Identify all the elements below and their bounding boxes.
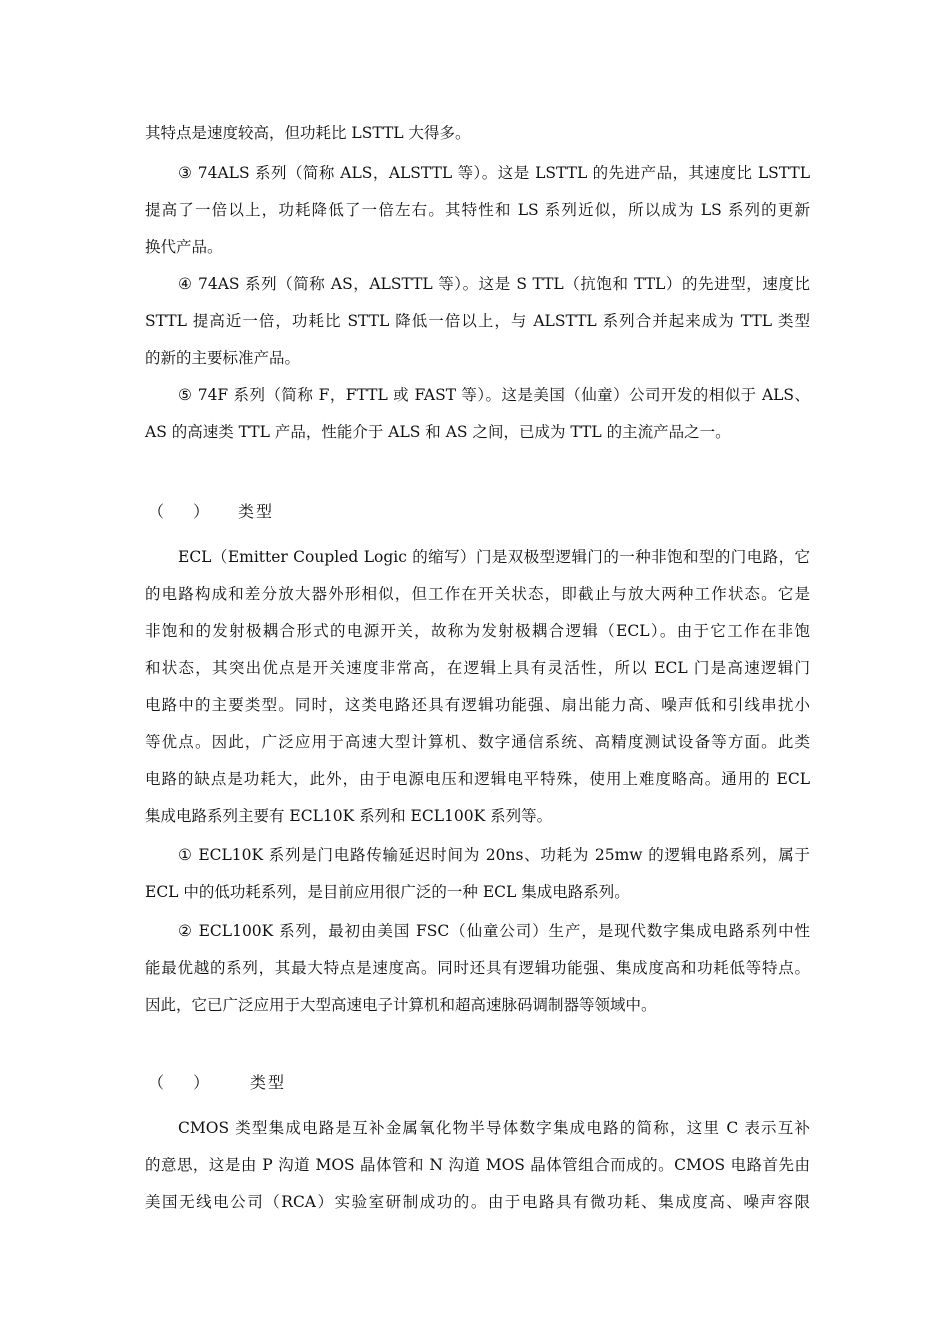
text-line: 提高了一倍以上，功耗降低了一倍左右。其特性和 LS 系列近似，所以成为 LS 系列的更新 <box>145 201 810 219</box>
text-line: ④ 74AS 系列（简称 AS，ALSTTL 等）。这是 S TTL（抗饱和 TTL）的先进型，速度比 <box>178 275 810 293</box>
text-line: 美国无线电公司（RCA）实验室研制成功的。由于电路具有微功耗、集成度高、噪声容限 <box>145 1193 810 1211</box>
section-heading-ecl <box>148 502 274 522</box>
heading-number: （ ） <box>148 1073 222 1092</box>
text-line: ② ECL100K 系列，最初由美国 FSC（仙童公司）生产，是现代数字集成电路系列中性 <box>178 922 810 940</box>
text-line: STTL 提高近一倍，功耗比 STTL 降低一倍以上，与 ALSTTL 系列合并起来成为 TTL 类型 <box>145 312 810 330</box>
text-line: 电路的缺点是功耗大，此外，由于电源电压和逻辑电平特殊，使用上难度略高。通用的 ECL <box>145 770 810 788</box>
text-line: 换代产品。 <box>145 238 223 256</box>
section-heading-cmos <box>148 1073 286 1093</box>
text-line: AS 的高速类 TTL 产品，性能介于 ALS 和 AS 之间，已成为 TTL 的主流产品之一。 <box>145 423 731 441</box>
text-line: 能最优越的系列，其最大特点是速度高。同时还具有逻辑功能强、集成度高和功耗低等特点。 <box>145 959 810 977</box>
heading-title: 类型 <box>238 502 275 521</box>
text-line: ECL 中的低功耗系列，是目前应用很广泛的一种 ECL 集成电路系列。 <box>145 883 630 901</box>
text-line: 等优点。因此，广泛应用于高速大型计算机、数字通信系统、高精度测试设备等方面。此类 <box>145 733 810 751</box>
text-line: 的意思，这是由 P 沟道 MOS 晶体管和 N 沟道 MOS 晶体管组合而成的。CMOS 电路首先由 <box>145 1156 810 1174</box>
heading-title: 类型 <box>250 1073 287 1092</box>
text-line: 集成电路系列主要有 ECL10K 系列和 ECL100K 系列等。 <box>145 807 553 825</box>
text-line: 的新的主要标准产品。 <box>145 349 301 367</box>
text-line: 的电路构成和差分放大器外形相似，但工作在开关状态，即截止与放大两种工作状态。它是 <box>145 585 810 603</box>
text-line: 非饱和的发射极耦合形式的电源开关，故称为发射极耦合逻辑（ECL）。由于它工作在非饱 <box>145 622 810 640</box>
text-line: 其特点是速度较高，但功耗比 LSTTL 大得多。 <box>145 124 471 142</box>
text-line: 和状态，其突出优点是开关速度非常高，在逻辑上具有灵活性，所以 ECL 门是高速逻辑门 <box>145 659 810 677</box>
text-line: ⑤ 74F 系列（简称 F，FTTL 或 FAST 等）。这是美国（仙童）公司开发的相似于 ALS、 <box>178 386 810 404</box>
text-line: ③ 74ALS 系列（简称 ALS，ALSTTL 等）。这是 LSTTL 的先进产品，其速度比 LSTTL <box>178 164 810 182</box>
heading-number: （ ） <box>148 502 222 521</box>
text-line: CMOS 类型集成电路是互补金属氧化物半导体数字集成电路的简称，这里 C 表示互补 <box>178 1119 810 1137</box>
text-line: ① ECL10K 系列是门电路传输延迟时间为 20ns、功耗为 25mw 的逻辑电路系列，属于 <box>178 846 810 864</box>
text-line: ECL（Emitter Coupled Logic 的缩写）门是双极型逻辑门的一种非饱和型的门电路，它 <box>178 548 810 566</box>
text-line: 电路中的主要类型。同时，这类电路还具有逻辑功能强、扇出能力高、噪声低和引线串扰小 <box>145 696 810 714</box>
text-line: 因此，它已广泛应用于大型高速电子计算机和超高速脉码调制器等领域中。 <box>145 996 657 1014</box>
